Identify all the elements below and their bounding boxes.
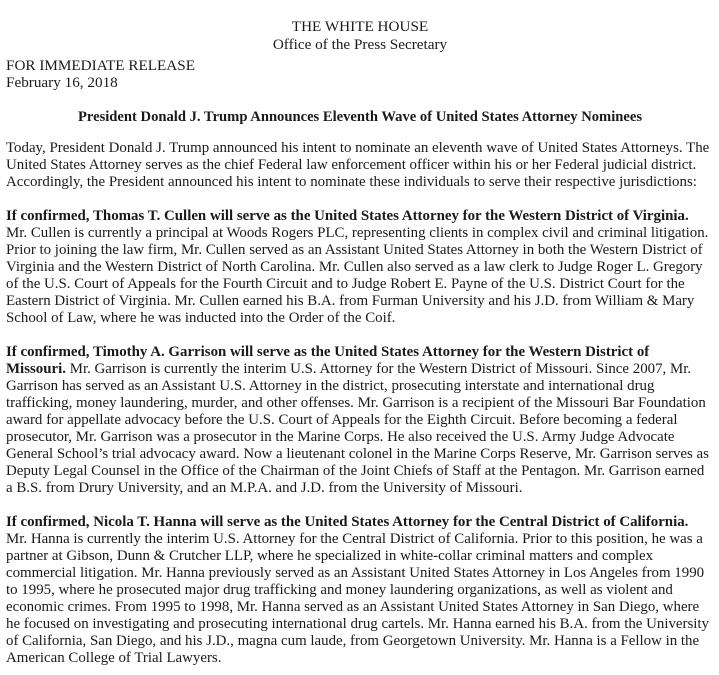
nominee-lead: If confirmed, Nicola T. Hanna will serve as the United States Attorney for the Central District of California.: [6, 514, 689, 530]
release-label: FOR IMMEDIATE RELEASE: [6, 57, 195, 74]
bio-line: Garrison has served as an Assistant U.S. Attorney in the district, prosecuting interstate and international drug: [6, 378, 655, 394]
office-name: Office of the Press Secretary: [272, 36, 448, 53]
bio-first: Mr. Garrison is currently the interim U.S. Attorney for the Western District of Missouri. Since 2007, Mr.: [65, 361, 692, 377]
bio-line: Eastern District of Virginia. Mr. Cullen earned his B.A. from Furman University and his J.D. from William & Mary: [6, 293, 695, 309]
bio-line: Mr. Cullen is currently a principal at Woods Rogers PLC, representing clients in complex civil and criminal litigation.: [6, 225, 709, 241]
bio-line: Deputy Legal Counsel in the Office of the Chairman of the Joint Chiefs of Staff at the Pentagon. Mr. Garrison earned: [6, 463, 705, 479]
bio-line: he focused on investigating and prosecuting international drug cartels. Mr. Hanna earned his B.A. from the University: [6, 616, 709, 632]
bio-line: commercial litigation. Mr. Hanna previously served as an Assistant United States Attorney in Los Angeles from 1990: [6, 565, 705, 581]
letterhead: [6, 0, 714, 54]
bio-line: economic crimes. From 1995 to 1998, Mr. Hanna served as an Assistant United States Attorney in San Diego, where: [6, 599, 700, 615]
intro-paragraph: [6, 140, 714, 191]
bio-line: award for appellate advocacy before the U.S. Court of Appeals for the Eighth Circuit. Before becoming a federal: [6, 412, 678, 428]
bio-line-mixed: [6, 361, 714, 378]
bio-line: Mr. Hanna is currently the interim U.S. Attorney for the Central District of California. Prior to this position, he was a: [6, 531, 703, 547]
nominee-section-garrison: [6, 344, 714, 497]
bio-line: of the U.S. Court of Appeals for the Fourth Circuit and to Judge Robert E. Payne of the U.S. District Court for the: [6, 276, 685, 292]
bio-line: partner at Gibson, Dunn & Crutcher LLP, where he specialized in white-collar criminal matters and complex: [6, 548, 654, 564]
nominee-section-hanna: [6, 514, 714, 667]
bio-line: American College of Trial Lawyers.: [6, 650, 222, 666]
bio-line: School of Law, where he was inducted into the Order of the Coif.: [6, 310, 396, 326]
bio-line: of California, San Diego, and his J.D., magna cum laude, from Georgetown University. Mr. Hanna is a Fellow in the: [6, 633, 700, 649]
release-block: [6, 57, 714, 91]
bio-line: General School’s trial advocacy award. Now a lieutenant colonel in the Marine Corps Reserve, Mr. Garrison serves as: [6, 446, 709, 462]
nominee-lead: If confirmed, Thomas T. Cullen will serve as the United States Attorney for the Western District of Virginia.: [6, 208, 689, 224]
headline: President Donald J. Trump Announces Eleventh Wave of United States Attorney Nominees: [77, 109, 643, 125]
bio-line: Virginia and the Western District of North Carolina. Mr. Cullen also served as a law clerk to Judge Roger L. Gregory: [6, 259, 703, 275]
release-date: February 16, 2018: [6, 74, 118, 91]
bio-line: Prior to joining the law firm, Mr. Cullen served as an Assistant United States Attorney in both the Western District of: [6, 242, 703, 258]
press-release-page: [6, 0, 714, 667]
bio-line: a B.S. from Drury University, and an M.P.A. and J.D. from the University of Missouri.: [6, 480, 523, 496]
bio-line: prosecutor, Mr. Garrison was a prosecutor in the Marine Corps. He also received the U.S. Army Judge Advocate: [6, 429, 675, 445]
nominee-lead-continued: Missouri.: [6, 361, 66, 377]
intro-line: Accordingly, the President announced his intent to nominate these individuals to serve their respective jurisdictions:: [6, 174, 697, 190]
nominee-lead: If confirmed, Timothy A. Garrison will serve as the United States Attorney for the Western District of: [6, 344, 650, 360]
bio-line: trafficking, money laundering, murder, and other offenses. Mr. Garrison is a recipient of the Missouri Bar Foundation: [6, 395, 706, 411]
intro-line: Today, President Donald J. Trump announced his intent to nominate an eleventh wave of United States Attorneys. The: [6, 140, 710, 156]
nominee-section-cullen: [6, 208, 714, 327]
org-name: THE WHITE HOUSE: [291, 18, 429, 35]
intro-line: United States Attorney serves as the chief Federal law enforcement officer within his or her Federal judicial district.: [6, 157, 697, 173]
bio-line: to 1995, where he prosecuted major drug trafficking and money laundering organizations, as well as violent and: [6, 582, 673, 598]
